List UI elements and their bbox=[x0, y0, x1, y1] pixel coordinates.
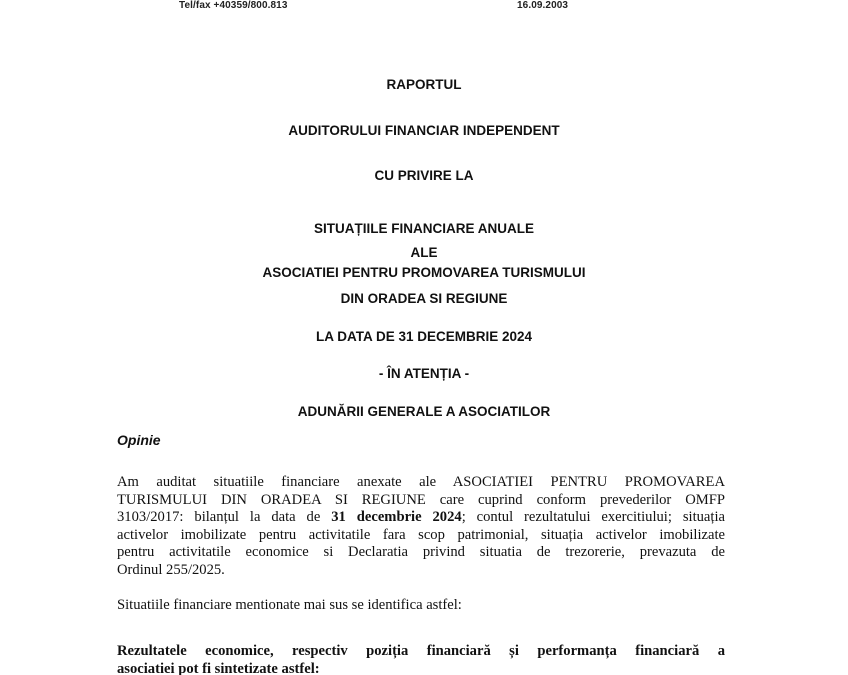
report-attention: - ÎN ATENȚIA - bbox=[378, 366, 470, 381]
economic-results-paragraph bbox=[117, 643, 725, 675]
opinion-line-6: Ordinul 255/2025. bbox=[117, 561, 225, 578]
report-entity-location: DIN ORADEA SI REGIUNE bbox=[340, 291, 508, 306]
report-subtitle-regarding: CU PRIVIRE LA bbox=[374, 168, 474, 183]
opinion-line-3: 3103/2017: bilanțul la data de 31 decembrie 2024; contul rezultatului exercitiului; situația bbox=[117, 509, 725, 525]
identification-line: Situatiile financiare mentionate mai sus se identifica astfel: bbox=[117, 597, 462, 613]
economic-results-line-2: asociatiei pot fi sintetizate astfel: bbox=[117, 660, 320, 675]
opinion-line-1: Am auditat situatiile financiare anexate ale ASOCIATIEI PENTRU PROMOVAREA bbox=[117, 474, 725, 490]
opinion-line-5: pentru activitatile economice si Declaratia privind situatia de trezorerie, prevazuta de bbox=[117, 544, 725, 560]
report-subtitle-auditor: AUDITORULUI FINANCIAR INDEPENDENT bbox=[288, 123, 560, 138]
report-addressee: ADUNĂRII GENERALE A ASOCIATILOR bbox=[297, 404, 551, 419]
opinion-line-4: activelor imobilizate pentru activitatile fara scop patrimonial, situația activelor imobilizate bbox=[117, 526, 725, 543]
section-heading-opinie: Opinie bbox=[117, 432, 161, 448]
opinion-date-bold: 31 decembrie 2024 bbox=[331, 509, 462, 525]
report-entity-name: ASOCIATIEI PENTRU PROMOVAREA TURISMULUI bbox=[262, 265, 586, 280]
report-subject-of: ALE bbox=[410, 245, 438, 260]
header-telfax: Tel/fax +40359/800.813 bbox=[179, 0, 288, 11]
report-subject-statements: SITUAȚIILE FINANCIARE ANUALE bbox=[314, 221, 534, 236]
header-date: 16.09.2003 bbox=[517, 0, 569, 11]
economic-results-line-1: Rezultatele economice, respectiv poziția financiară și performanța financiară a bbox=[117, 643, 725, 659]
opinion-paragraph bbox=[117, 474, 725, 579]
opinion-line-2: TURISMULUI DIN ORADEA SI REGIUNE care cuprind conform prevederilor OMFP bbox=[117, 491, 725, 508]
report-title: RAPORTUL bbox=[386, 77, 462, 92]
identification-paragraph bbox=[117, 597, 725, 615]
report-date: LA DATA DE 31 DECEMBRIE 2024 bbox=[315, 329, 533, 344]
